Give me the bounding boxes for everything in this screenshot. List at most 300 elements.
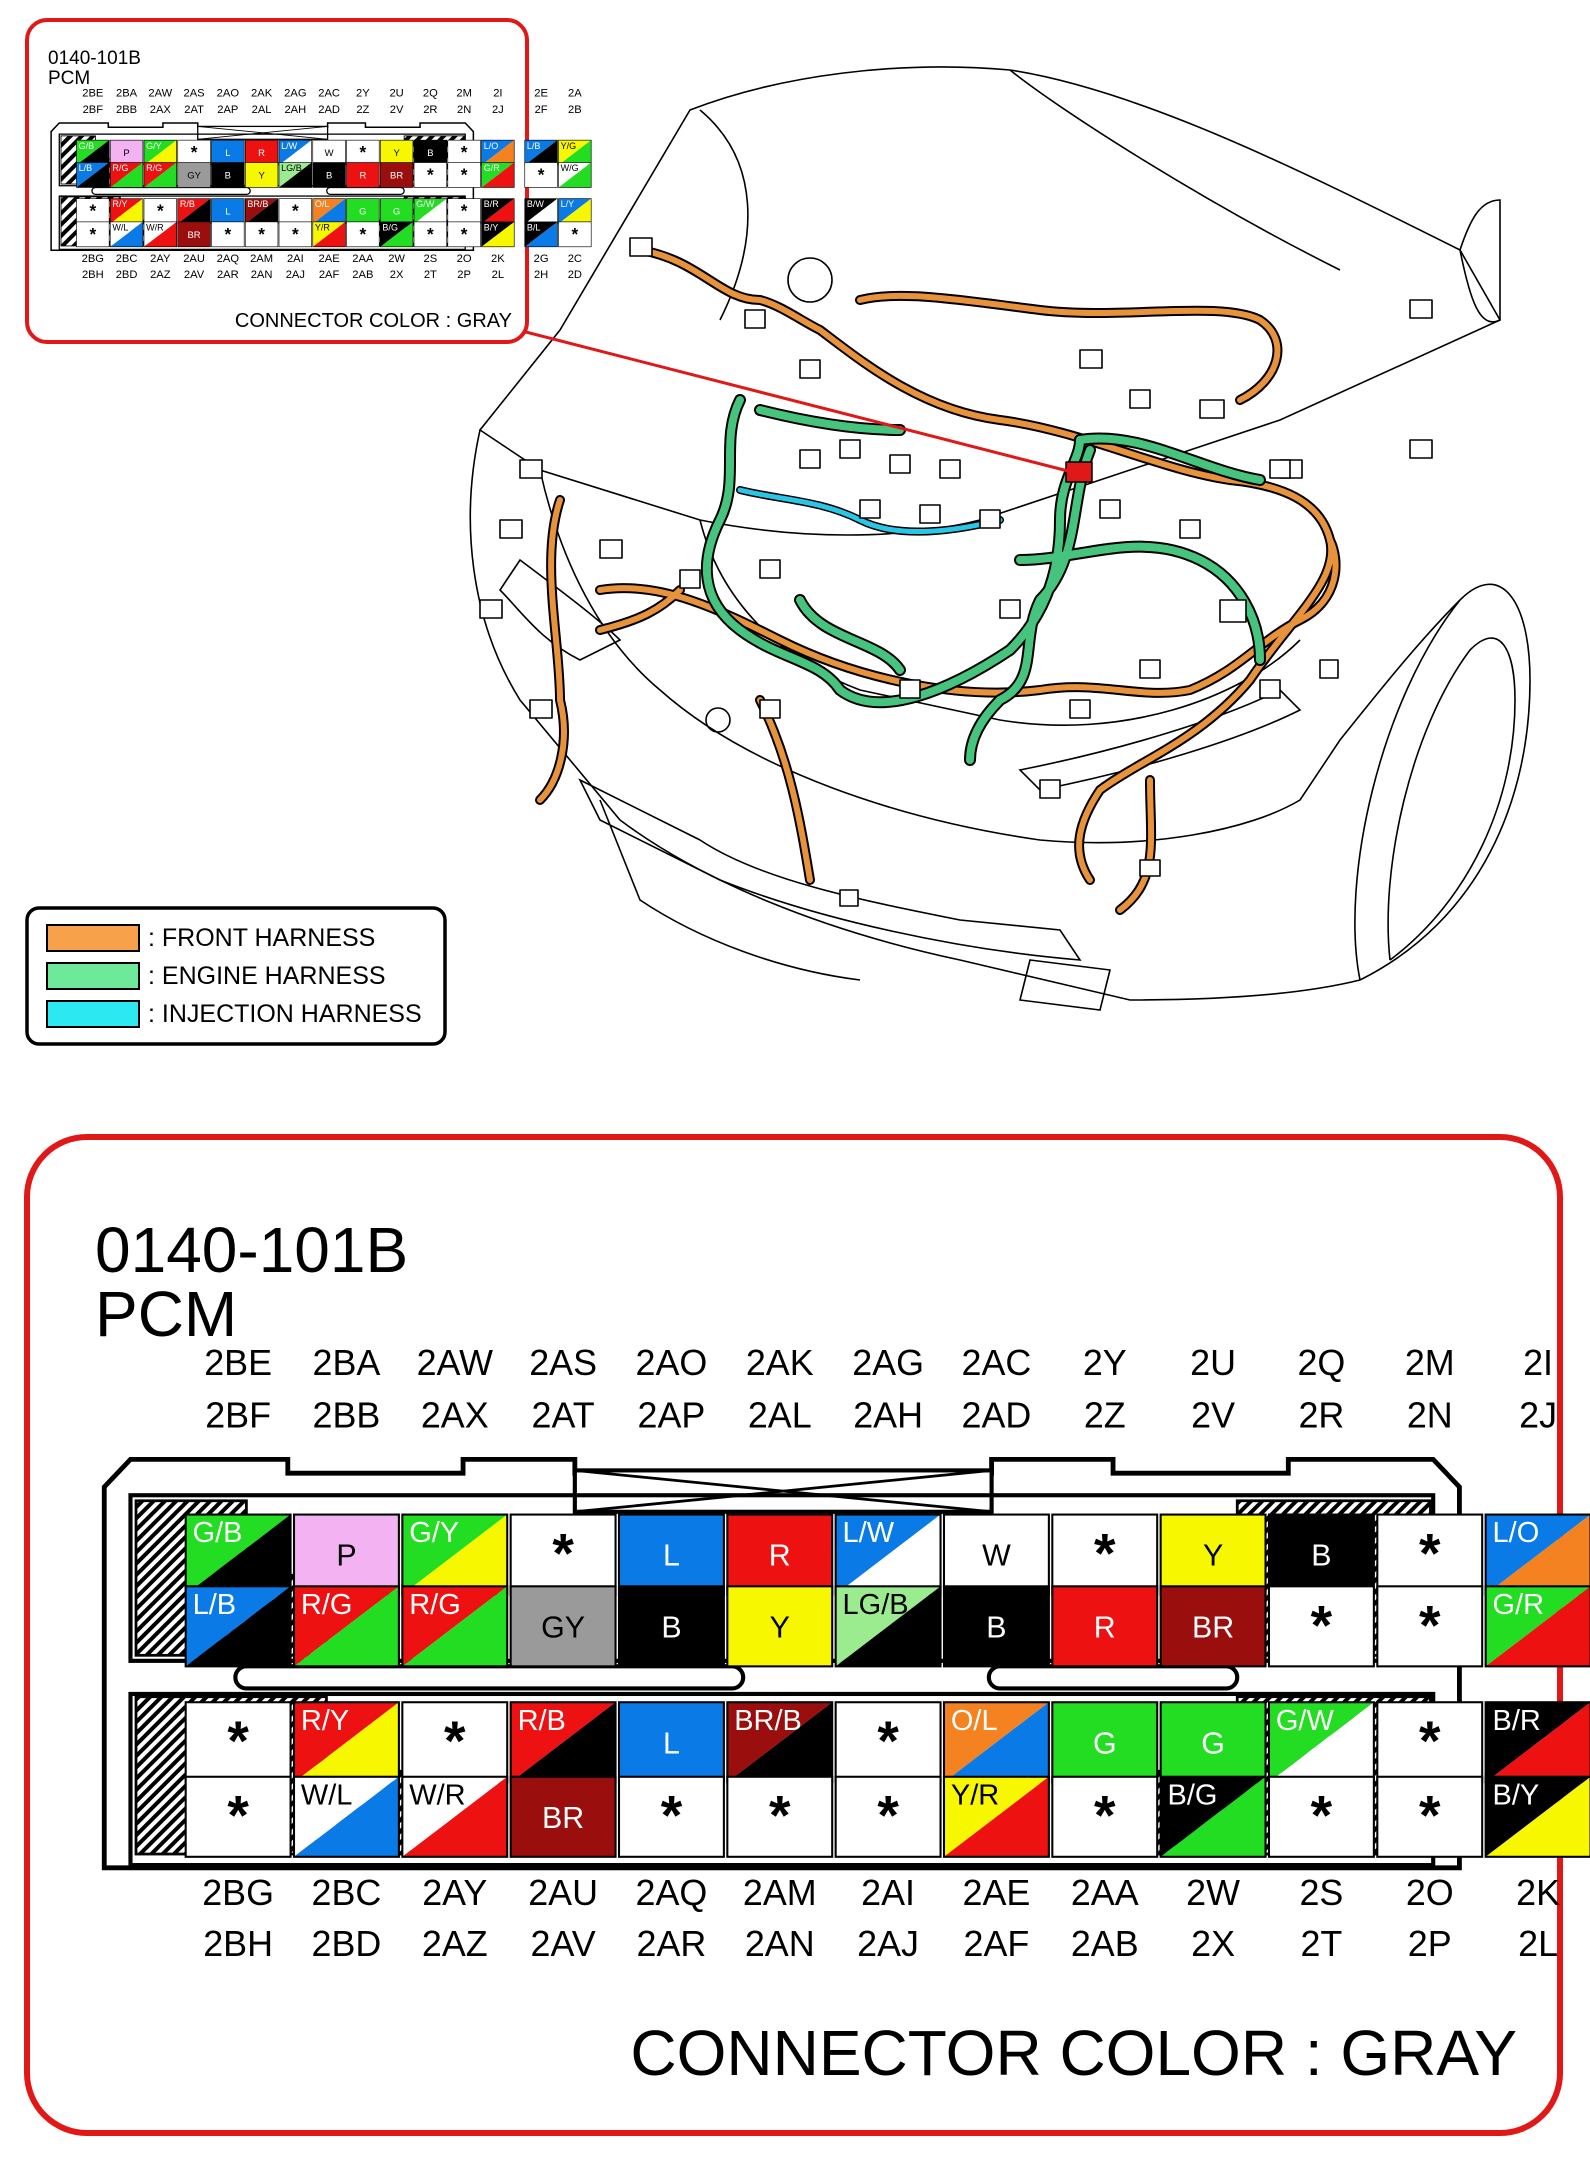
pin-label: B	[661, 1611, 682, 1645]
pin-cell	[511, 1515, 616, 1595]
separator-slot	[92, 187, 250, 194]
pin-label: *	[769, 1784, 791, 1847]
pin-number-label: 2AQ	[216, 252, 240, 265]
pin-number-label: 2AR	[636, 1924, 707, 1965]
pin-cell	[76, 199, 109, 224]
pin-number-label: 2AH	[284, 104, 307, 117]
pin-number-label: 2I	[1523, 1343, 1554, 1384]
pin-cell	[76, 222, 109, 247]
pin-label: R/Y	[112, 199, 128, 210]
pin-number-label: 2AK	[251, 87, 273, 100]
pin-label: G/R	[483, 163, 500, 174]
pin-cell	[279, 163, 312, 188]
pin-label: *	[258, 223, 265, 244]
pin-label: W/L	[300, 1779, 353, 1812]
pin-cell	[212, 140, 245, 165]
pin-label: P	[123, 148, 130, 160]
pin-label: G/W	[1275, 1704, 1334, 1737]
pin-number-label: 2Q	[422, 87, 438, 100]
pin-label: W	[324, 148, 334, 160]
pin-label: L/Y	[560, 199, 575, 210]
pin-cell	[402, 1586, 507, 1666]
pin-cell	[144, 199, 177, 224]
connector-name: PCM	[95, 1278, 238, 1350]
pin-cell	[313, 140, 346, 165]
pin-cell	[178, 199, 211, 224]
pin-cell	[212, 163, 245, 188]
pin-cell	[1161, 1586, 1266, 1666]
pin-number-label: 2AG	[852, 1343, 924, 1384]
pin-label: G	[1092, 1727, 1117, 1761]
pin-number-label: 2X	[389, 268, 404, 281]
pin-cell	[380, 140, 413, 165]
pin-label: BR	[542, 1801, 585, 1835]
pin-cell	[313, 163, 346, 188]
pin-label: *	[190, 142, 198, 163]
legend-label: : FRONT HARNESS	[148, 924, 376, 952]
pin-label: LG/B	[281, 163, 302, 174]
pin-label: *	[156, 200, 164, 221]
pin-cell	[186, 1515, 291, 1595]
pin-number-label: 2BE	[82, 87, 104, 100]
pin-cell	[1486, 1586, 1590, 1666]
pin-number-label: 2AE	[318, 252, 340, 265]
pin-number-label: 2L	[491, 268, 505, 281]
pin-number-label: 2W	[388, 252, 405, 265]
pin-cell	[619, 1777, 724, 1857]
pin-number-label: 2P	[1407, 1924, 1452, 1965]
pin-number-label: 2Z	[1083, 1395, 1126, 1436]
pin-number-label: 2BC	[115, 252, 138, 265]
pin-number-label: 2R	[1298, 1395, 1345, 1436]
pin-label: G/Y	[146, 140, 162, 151]
separator-slot	[989, 1666, 1237, 1688]
pin-label: L/B	[526, 140, 541, 151]
pin-cell	[347, 199, 380, 224]
pin-label: G	[1201, 1727, 1225, 1761]
pin-number-label: 2W	[1186, 1873, 1240, 1914]
pin-label: W/R	[146, 222, 164, 233]
callout-name: PCM	[48, 68, 91, 89]
pin-number-label: 2BD	[115, 268, 138, 281]
pin-number-label: 2D	[567, 268, 582, 281]
pin-number-label: 2M	[456, 87, 472, 100]
pin-number-label: 2BC	[311, 1873, 382, 1914]
pin-label: GY	[541, 1611, 586, 1645]
pin-cell	[619, 1515, 724, 1595]
pin-number-label: 2G	[533, 252, 549, 265]
pin-number-label: 2U	[1190, 1343, 1237, 1384]
pin-label: B	[325, 170, 333, 182]
pin-label: *	[1094, 1522, 1116, 1585]
pin-label: *	[227, 1710, 249, 1773]
pin-cell	[178, 163, 211, 188]
pin-number-label: 2O	[1405, 1873, 1454, 1914]
separator-slot	[327, 187, 404, 194]
pin-number-label: 2AZ	[421, 1924, 488, 1965]
pin-cell	[1161, 1777, 1266, 1857]
pin-number-label: 2F	[534, 104, 548, 117]
pin-label: L	[225, 206, 231, 218]
pin-cell	[212, 199, 245, 224]
pin-label: Y	[393, 148, 400, 160]
pin-number-label: 2L	[1518, 1924, 1559, 1965]
pin-cell	[186, 1777, 291, 1857]
pin-number-label: 2AO	[635, 1343, 708, 1384]
legend-label: : ENGINE HARNESS	[148, 962, 386, 990]
pin-cell	[559, 199, 592, 224]
pin-number-label: 2AZ	[150, 268, 171, 281]
pin-number-label: 2M	[1404, 1343, 1455, 1384]
pin-label: R/G	[409, 1588, 461, 1621]
pin-cell	[245, 140, 278, 165]
pin-label: B/Y	[1492, 1779, 1540, 1812]
pin-number-label: 2P	[457, 268, 471, 281]
pin-label: *	[1419, 1522, 1441, 1585]
pin-number-label: 2T	[1300, 1924, 1343, 1965]
pin-label: *	[460, 223, 468, 244]
pin-number-label: 2AC	[318, 87, 340, 100]
pin-number-label: 2J	[491, 104, 504, 117]
pin-number-label: 2AU	[528, 1873, 599, 1914]
pin-number-label: 2O	[456, 252, 472, 265]
pin-number-label: 2AD	[318, 104, 340, 117]
pin-cell	[279, 140, 312, 165]
pin-label: *	[1419, 1594, 1441, 1657]
pin-label: Y	[1202, 1539, 1224, 1573]
pin-number-label: 2AV	[530, 1924, 596, 1965]
pin-number-label: 2AA	[352, 252, 374, 265]
pin-label: L	[662, 1539, 680, 1573]
pin-cell	[836, 1586, 941, 1666]
pin-number-label: 2S	[1299, 1873, 1344, 1914]
pin-cell	[313, 222, 346, 247]
pin-cell	[448, 222, 481, 247]
pin-cell	[1377, 1702, 1482, 1782]
pin-cell	[836, 1777, 941, 1857]
connector-color-label: CONNECTOR COLOR : GRAY	[630, 2017, 1517, 2089]
pin-label: B/G	[1167, 1779, 1218, 1812]
pin-label: *	[291, 200, 299, 221]
pin-number-label: 2AX	[420, 1395, 489, 1436]
pin-cell	[313, 199, 346, 224]
pin-cell	[482, 163, 515, 188]
pin-cell	[1486, 1515, 1590, 1595]
pin-cell	[619, 1586, 724, 1666]
pin-number-label: 2X	[1191, 1924, 1236, 1965]
pin-label: L/B	[192, 1588, 237, 1621]
pin-label: *	[660, 1784, 683, 1847]
pin-cell	[482, 222, 515, 247]
pin-number-label: 2BF	[82, 104, 104, 117]
pin-cell	[186, 1702, 291, 1782]
pin-cell	[212, 222, 245, 247]
pin-label: Y/G	[560, 140, 577, 151]
pin-number-label: 2H	[533, 268, 549, 281]
pin-cell	[380, 199, 413, 224]
pin-number-label: 2AT	[531, 1395, 595, 1436]
pin-cell	[1486, 1702, 1590, 1782]
pin-label: GY	[187, 170, 201, 182]
pin-number-label: 2AQ	[635, 1873, 708, 1914]
pin-number-label: 2AY	[422, 1873, 488, 1914]
pin-label: BR	[187, 229, 201, 241]
pin-cell	[944, 1777, 1049, 1857]
pin-cell	[294, 1702, 399, 1782]
legend-swatch	[47, 925, 139, 951]
pin-label: B	[1311, 1539, 1332, 1573]
pin-cell	[1377, 1515, 1482, 1595]
pin-cell	[1052, 1586, 1157, 1666]
pin-label: *	[444, 1710, 466, 1773]
pin-cell	[1377, 1777, 1482, 1857]
pin-number-label: 2AE	[962, 1873, 1031, 1914]
pin-label: *	[460, 200, 468, 221]
legend-swatch	[47, 1001, 139, 1027]
pin-number-label: 2BB	[116, 104, 138, 117]
pin-number-label: 2AJ	[857, 1924, 920, 1965]
pin-label: L	[662, 1727, 680, 1761]
connector-code: 0140-101B	[95, 1214, 409, 1286]
pin-label: W/G	[560, 163, 579, 174]
pin-number-label: 2AT	[184, 104, 204, 117]
pin-number-label: 2V	[1191, 1395, 1236, 1436]
pin-number-label: 2BG	[81, 252, 104, 265]
pin-cell	[1161, 1515, 1266, 1595]
pin-cell	[279, 222, 312, 247]
pin-number-label: 2AV	[183, 268, 205, 281]
pin-label: B	[986, 1611, 1007, 1645]
pin-label: B/R	[483, 199, 499, 210]
pin-cell	[559, 222, 592, 247]
pin-label: *	[89, 200, 97, 221]
pin-label: Y/R	[314, 222, 330, 233]
separator-slot	[235, 1666, 743, 1688]
pin-label: LG/B	[842, 1588, 909, 1621]
pin-label: *	[1419, 1710, 1441, 1773]
pin-number-label: 2Y	[1082, 1343, 1127, 1384]
pin-label: R/G	[300, 1588, 353, 1621]
pin-label: R/Y	[300, 1704, 350, 1737]
pin-cell	[245, 222, 278, 247]
pin-label: R/B	[179, 199, 195, 210]
pin-cell	[110, 199, 143, 224]
pin-label: G	[359, 206, 367, 218]
legend-swatch	[47, 963, 139, 989]
pin-number-label: 2Z	[356, 104, 370, 117]
pin-number-label: 2BA	[116, 87, 138, 100]
pin-number-label: 2AS	[183, 87, 205, 100]
pin-cell	[110, 163, 143, 188]
pin-cell	[347, 140, 380, 165]
pin-cell	[402, 1702, 507, 1782]
pin-cell	[482, 199, 515, 224]
pin-label: G	[392, 206, 401, 218]
pin-cell	[727, 1777, 832, 1857]
pin-number-label: 2J	[1519, 1395, 1558, 1436]
pin-label: *	[89, 223, 97, 244]
pin-cell	[448, 140, 481, 165]
pin-cell	[511, 1777, 616, 1857]
pin-label: G/R	[1492, 1588, 1545, 1621]
pin-number-label: 2AM	[742, 1873, 817, 1914]
pin-cell	[1269, 1777, 1374, 1857]
pin-number-label: 2U	[389, 87, 404, 100]
pin-label: Y	[769, 1611, 790, 1645]
pin-cell	[836, 1702, 941, 1782]
pin-cell	[511, 1702, 616, 1782]
pin-number-label: 2BF	[205, 1395, 272, 1436]
leader-line	[518, 330, 1072, 472]
pin-label: BR/B	[734, 1704, 802, 1737]
pin-number-label: 2BH	[81, 268, 104, 281]
pin-label: R	[258, 148, 266, 160]
harness-legend	[27, 908, 445, 1044]
pin-cell	[944, 1702, 1049, 1782]
pin-cell	[1486, 1777, 1590, 1857]
pin-number-label: 2AC	[961, 1343, 1032, 1384]
pin-cell	[294, 1586, 399, 1666]
pin-cell	[402, 1777, 507, 1857]
pin-label: B/Y	[483, 222, 499, 233]
pin-cell	[836, 1515, 941, 1595]
pin-label: *	[537, 164, 545, 185]
pin-label: BR/B	[247, 199, 269, 210]
pin-label: *	[1310, 1784, 1333, 1847]
pin-number-label: 2AB	[352, 268, 374, 281]
pin-number-label: 2AF	[963, 1924, 1030, 1965]
pin-cell	[1052, 1515, 1157, 1595]
pin-number-label: 2AR	[216, 268, 239, 281]
pin-number-label: 2AP	[217, 104, 239, 117]
pin-number-label: 2AJ	[285, 268, 305, 281]
pin-label: *	[427, 164, 434, 185]
pin-cell	[448, 199, 481, 224]
pin-cell	[347, 163, 380, 188]
pin-number-label: 2V	[389, 104, 404, 117]
pin-cell	[559, 163, 592, 188]
pin-cell	[482, 140, 515, 165]
pin-label: B/G	[382, 222, 398, 233]
pin-number-label: 2AA	[1070, 1873, 1139, 1914]
legend-label: : INJECTION HARNESS	[148, 1000, 422, 1028]
pin-number-label: 2AL	[747, 1395, 812, 1436]
pin-label: *	[1310, 1594, 1333, 1657]
pcm-connector-detail	[27, 1137, 1590, 2133]
pin-number-label: 2AS	[529, 1343, 598, 1384]
pin-cell	[294, 1515, 399, 1595]
pin-number-label: 2N	[456, 104, 472, 117]
pin-cell	[525, 222, 558, 247]
pin-label: G/Y	[409, 1517, 460, 1550]
pin-cell	[347, 222, 380, 247]
pin-label: W/R	[409, 1779, 466, 1812]
pin-cell	[186, 1586, 291, 1666]
pin-label: *	[227, 1784, 249, 1847]
pin-cell	[245, 163, 278, 188]
pin-cell	[76, 163, 109, 188]
pin-cell	[178, 140, 211, 165]
pin-cell	[294, 1777, 399, 1857]
pin-cell	[619, 1702, 724, 1782]
pin-label: *	[877, 1710, 899, 1773]
pin-number-label: 2AU	[183, 252, 205, 265]
pin-cell	[525, 163, 558, 188]
pin-label: L/W	[842, 1517, 895, 1550]
pin-cell	[559, 140, 592, 165]
pcm-callout-thumbnail	[27, 20, 591, 342]
pin-label: L/O	[1492, 1517, 1540, 1550]
pin-number-label: 2AD	[961, 1395, 1032, 1436]
pin-number-label: 2AN	[250, 268, 273, 281]
pin-cell	[279, 199, 312, 224]
pin-number-label: 2BB	[312, 1395, 381, 1436]
pin-label: *	[552, 1522, 574, 1585]
pin-cell	[380, 222, 413, 247]
callout-code: 0140-101B	[48, 48, 141, 69]
pin-number-label: 2BG	[202, 1873, 275, 1914]
pin-cell	[110, 140, 143, 165]
pin-label: R/B	[517, 1704, 566, 1737]
pin-label: Y/R	[950, 1779, 1000, 1812]
pin-label: R	[359, 170, 367, 182]
pin-cell	[402, 1515, 507, 1595]
pin-label: *	[460, 142, 468, 163]
pin-number-label: 2AP	[637, 1395, 706, 1436]
pin-label: R/G	[112, 163, 129, 174]
pin-label: *	[1419, 1784, 1441, 1847]
pin-label: *	[571, 223, 579, 244]
pin-label: Y	[258, 170, 265, 182]
pin-number-label: 2AI	[861, 1873, 916, 1914]
pin-cell	[76, 140, 109, 165]
pin-label: B/W	[526, 199, 544, 210]
pin-label: *	[877, 1784, 899, 1847]
pin-cell	[414, 140, 447, 165]
pin-number-label: 2AG	[284, 87, 307, 100]
pin-label: G/B	[78, 140, 95, 151]
pin-number-label: 2Y	[356, 87, 370, 100]
pin-cell	[1052, 1702, 1157, 1782]
pin-number-label: 2AB	[1070, 1924, 1139, 1965]
pin-number-label: 2AN	[744, 1924, 815, 1965]
pin-cell	[178, 222, 211, 247]
pin-number-label: 2AM	[250, 252, 274, 265]
pin-number-label: 2AH	[853, 1395, 923, 1436]
pin-number-label: 2C	[567, 252, 582, 265]
pin-label: B	[224, 170, 231, 182]
pin-label: *	[1094, 1784, 1116, 1847]
pin-number-label: 2I	[493, 87, 503, 100]
pin-label: *	[427, 223, 434, 244]
pin-label: W/L	[112, 222, 129, 233]
pin-cell	[1161, 1702, 1266, 1782]
pin-cell	[1052, 1777, 1157, 1857]
pin-label: *	[359, 223, 367, 244]
pin-number-label: 2A	[568, 87, 582, 100]
pin-label: BR	[1191, 1611, 1235, 1645]
pin-cell	[380, 163, 413, 188]
pin-cell	[245, 199, 278, 224]
pin-label: P	[336, 1539, 357, 1573]
pin-number-label: 2AI	[286, 252, 304, 265]
pin-label: B	[427, 148, 434, 160]
pin-number-label: 2AF	[318, 268, 340, 281]
pin-cell	[448, 163, 481, 188]
pin-cell	[144, 163, 177, 188]
pin-label: L/B	[78, 163, 93, 174]
pin-number-label: 2E	[534, 87, 548, 100]
